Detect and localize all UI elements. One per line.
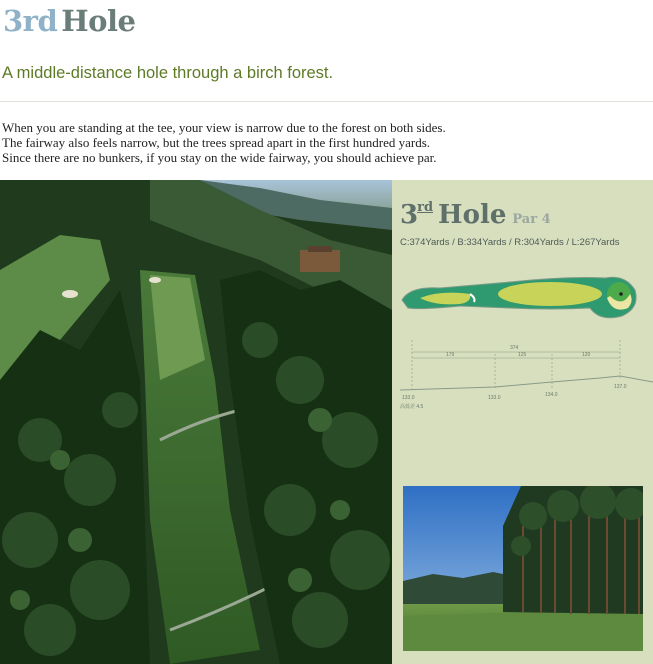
profile-caption: 高低差 4.5 [400, 404, 424, 410]
profile-segment: 125 [518, 352, 527, 358]
tee-view-photo [403, 486, 643, 651]
description-line: When you are standing at the tee, your view is narrow due to the forest on both sides. [2, 120, 446, 135]
profile-segment: 179 [446, 352, 455, 358]
page-title [3, 4, 135, 44]
panel-title [400, 200, 551, 230]
panel-hole-word: Hole [438, 200, 507, 230]
tee-yardages: C:374Yards / B:334Yards / R:304Yards / L:267Yards [400, 237, 620, 248]
aerial-course-photo [0, 180, 392, 664]
hole-number: 3rd [3, 4, 58, 38]
hole-subtitle: A middle-distance hole through a birch forest. [2, 64, 334, 82]
panel-hole-suffix: rd [417, 200, 434, 215]
hole-info-panel [392, 180, 653, 664]
hole-description [2, 120, 647, 165]
profile-elevation: 133.0 [402, 395, 415, 401]
divider [0, 101, 653, 102]
description-line: The fairway also feels narrow, but the trees spread apart in the first hundred yards. [2, 135, 430, 150]
hole-layout-map [400, 268, 645, 333]
profile-segment: 120 [582, 352, 591, 358]
profile-elevation: 133.0 [488, 395, 501, 401]
par-label: Par 4 [512, 212, 551, 227]
profile-total: 374 [510, 345, 519, 351]
profile-elevation: 134.0 [545, 392, 558, 398]
profile-elevation: 137.0 [614, 384, 627, 390]
elevation-profile [400, 332, 653, 417]
hole-word: Hole [61, 4, 136, 38]
description-line: Since there are no bunkers, if you stay on the wide fairway, you should achieve par. [2, 150, 437, 165]
panel-hole-number: 3 [400, 200, 419, 230]
